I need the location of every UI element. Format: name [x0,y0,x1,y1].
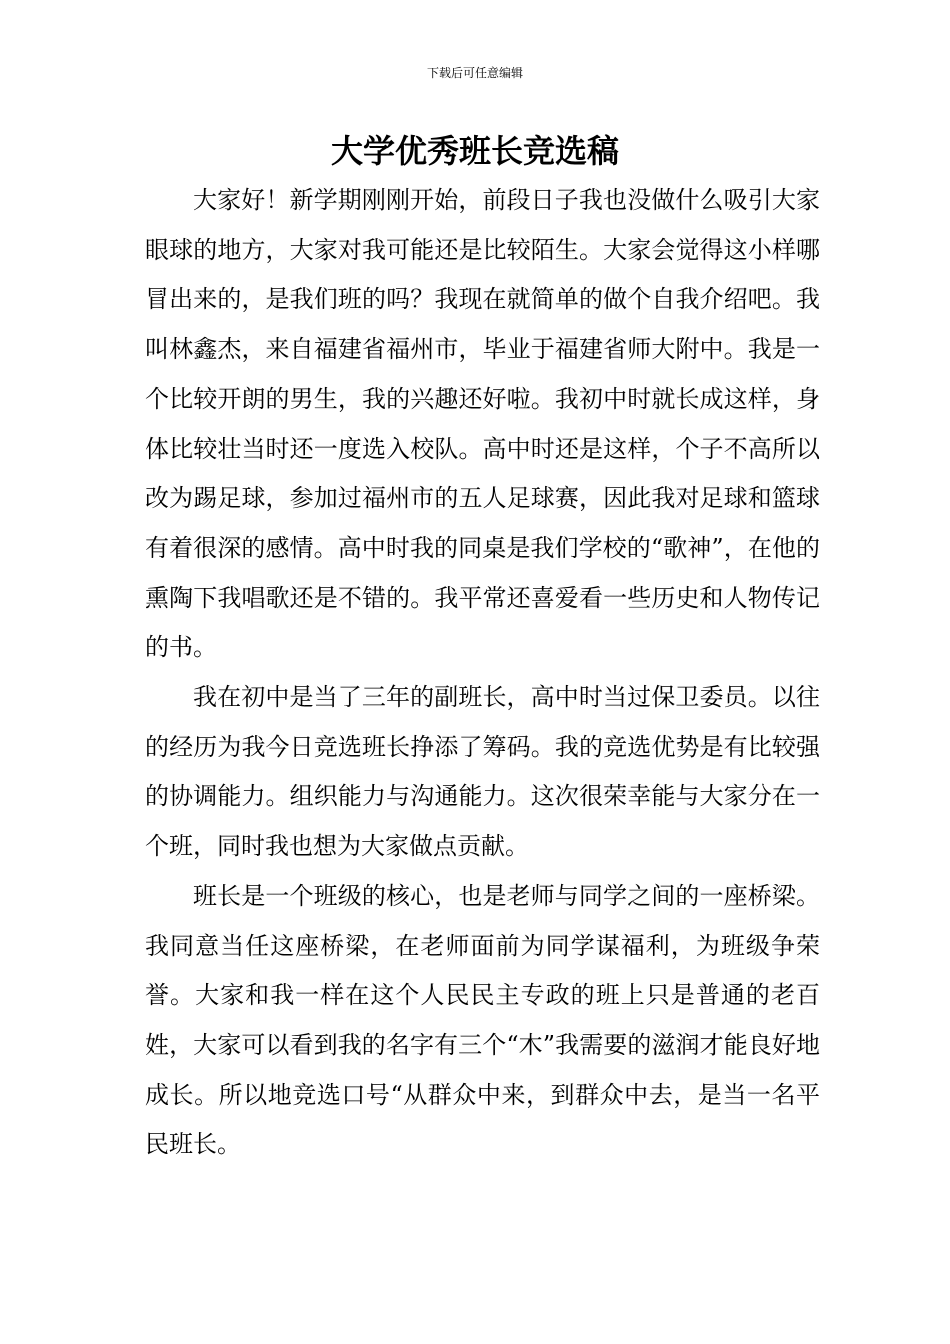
header-note: 下载后可任意编辑 [426,66,523,80]
paragraph-role: 班长是一个班级的核心，也是老师与同学之间的一座桥梁。我同意当任这座桥梁，在老师面前为同学谋福利，为班级争荣誉。大家和我一样在这个人民民主专政的班上只是普通的老百姓，大家可以看到我的名字有三个“木”我需要的滋润才能良好地成长。所以地竞选口号“从群众中来，到群众中去，是当一名平民班长。 [145,881,820,1159]
paragraph-introduction: 大家好！新学期刚刚开始，前段日子我也没做什么吸引大家眼球的地方，大家对我可能还是比较陌生。大家会觉得这小样哪冒出来的，是我们班的吗？我现在就简单的做个自我介绍吧。我叫林鑫杰，来自福建省福州市，毕业于福建省师大附中。我是一个比较开朗的男生，我的兴趣还好啦。我初中时就长成这样，身体比较壮当时还一度选入校队。高中时还是这样，个子不高所以改为踢足球，参加过福州市的五人足球赛，因此我对足球和篮球有着很深的感情。高中时我的同桌是我们学校的“歌神”，在他的熏陶下我唱歌还是不错的。我平常还喜爱看一些历史和人物传记的书。 [145,186,820,662]
paragraph-experience: 我在初中是当了三年的副班长，高中时当过保卫委员。以往的经历为我今日竞选班长挣添了筹码。我的竞选优势是有比较强的协调能力。组织能力与沟通能力。这次很荣幸能与大家分在一个班，同时我也想为大家做点贡献。 [145,683,820,861]
document-title: 大学优秀班长竞选稿 [330,132,619,170]
document-body [145,176,820,1170]
